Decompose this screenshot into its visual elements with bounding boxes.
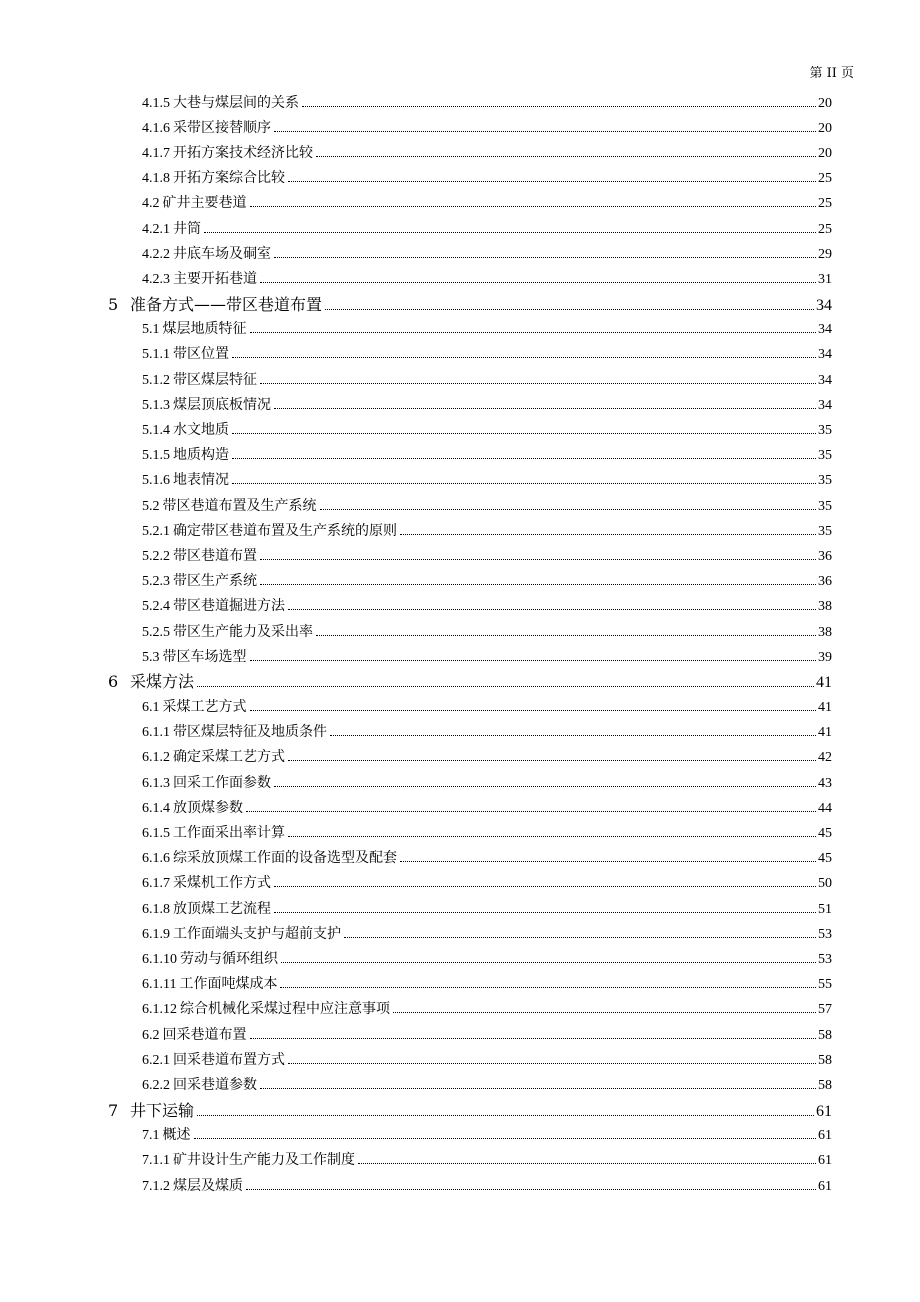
toc-entry-number: 5.2.5	[142, 624, 170, 640]
toc-entry-title: 带区煤层特征及地质条件	[173, 724, 327, 741]
toc-entry-number: 6.2.1	[142, 1052, 170, 1068]
toc-entry-number: 5.2	[142, 498, 160, 514]
toc-dot-leader	[246, 811, 816, 812]
page-number: 第 II 页	[809, 66, 854, 81]
toc-entry-page: 35	[818, 523, 832, 539]
toc-entry-title: 煤层顶底板情况	[173, 396, 271, 413]
toc-dot-leader	[250, 710, 817, 711]
toc-dot-leader	[320, 509, 817, 510]
toc-entry[interactable]	[0, 895, 920, 920]
toc-dot-leader	[288, 609, 816, 610]
table-of-contents	[0, 89, 920, 1197]
toc-entry-title: 煤层及煤质	[173, 1177, 243, 1194]
toc-entry[interactable]	[0, 416, 920, 441]
toc-entry-title: 带区巷道布置及生产系统	[162, 497, 317, 514]
toc-entry-title: 带区生产能力及采出率	[173, 623, 313, 640]
toc-entry-page: 38	[818, 624, 832, 640]
toc-entry-title: 劳动与循环组织	[180, 950, 278, 967]
toc-dot-leader	[288, 760, 816, 761]
toc-entry-title: 综合机械化采煤过程中应注意事项	[180, 1001, 390, 1018]
toc-entry-number: 6.1.9	[142, 926, 170, 942]
toc-entry-page: 58	[818, 1027, 832, 1043]
toc-entry-number: 5.2.4	[142, 599, 170, 615]
toc-entry[interactable]	[0, 89, 920, 114]
toc-dot-leader	[400, 861, 816, 862]
toc-entry-number: 6.2	[142, 1027, 160, 1043]
toc-dot-leader	[358, 1163, 816, 1164]
toc-entry-number: 6.1.11	[142, 977, 177, 993]
toc-entry-page: 20	[818, 120, 832, 136]
toc-entry-page: 57	[818, 1002, 832, 1018]
toc-dot-leader	[260, 383, 816, 384]
toc-entry[interactable]	[0, 845, 920, 870]
toc-entry[interactable]	[0, 492, 920, 517]
toc-entry-number: 4.2	[142, 196, 160, 212]
toc-entry[interactable]	[0, 265, 920, 290]
toc-entry-page: 35	[818, 448, 832, 464]
toc-entry-page: 50	[818, 876, 832, 892]
toc-entry-title: 地表情况	[173, 472, 229, 489]
toc-entry-title: 确定采煤工艺方式	[173, 749, 285, 766]
toc-entry-title: 回采巷道布置	[162, 1026, 247, 1043]
toc-entry-title: 采煤机工作方式	[173, 875, 271, 892]
toc-entry-title: 水文地质	[173, 422, 229, 439]
toc-entry-title: 开拓方案技术经济比较	[173, 144, 313, 161]
toc-dot-leader	[250, 206, 817, 207]
toc-entry-number: 5.2.2	[142, 548, 170, 564]
toc-dot-leader	[250, 660, 817, 661]
toc-entry-title: 井底车场及硐室	[173, 245, 271, 262]
toc-entry-page: 61	[818, 1153, 832, 1169]
toc-entry-title: 带区巷道布置	[173, 547, 257, 564]
toc-entry[interactable]	[0, 215, 920, 240]
toc-entry-title: 井筒	[173, 220, 201, 237]
toc-dot-leader	[260, 584, 816, 585]
toc-entry-page: 36	[818, 574, 832, 590]
toc-entry[interactable]	[0, 542, 920, 567]
toc-entry[interactable]	[0, 1071, 920, 1096]
toc-entry-page: 41	[818, 725, 832, 741]
toc-dot-leader	[400, 534, 816, 535]
toc-entry-title: 确定带区巷道布置及生产系统的原则	[173, 522, 397, 539]
toc-dot-leader	[274, 257, 816, 258]
toc-entry-number: 5.1.4	[142, 423, 170, 439]
toc-entry-number: 6.1.3	[142, 775, 170, 791]
toc-entry-number: 7.1	[142, 1128, 160, 1144]
toc-entry[interactable]	[0, 165, 920, 190]
toc-dot-leader	[288, 1063, 816, 1064]
toc-entry-number: 4.1.6	[142, 120, 170, 136]
toc-entry-page: 45	[818, 826, 832, 842]
toc-entry-title: 放顶煤工艺流程	[173, 900, 271, 917]
toc-entry-page: 35	[818, 498, 832, 514]
toc-entry-page: 58	[818, 1052, 832, 1068]
toc-entry-title: 回采巷道参数	[173, 1076, 257, 1093]
toc-dot-leader	[302, 106, 816, 107]
toc-entry-page: 45	[818, 851, 832, 867]
toc-entry-page: 61	[818, 1128, 832, 1144]
toc-entry-page: 25	[818, 171, 832, 187]
toc-entry[interactable]	[0, 1097, 920, 1122]
toc-entry-number: 6.1.1	[142, 725, 170, 741]
toc-entry-number: 6.1.10	[142, 951, 177, 967]
toc-entry[interactable]	[0, 1172, 920, 1197]
toc-dot-leader	[194, 1138, 817, 1139]
toc-dot-leader	[274, 786, 816, 787]
toc-entry[interactable]	[0, 618, 920, 643]
toc-dot-leader	[232, 357, 816, 358]
toc-entry-page: 55	[818, 977, 832, 993]
toc-entry-page: 53	[818, 926, 832, 942]
toc-entry[interactable]	[0, 870, 920, 895]
toc-entry-title: 开拓方案综合比较	[173, 170, 285, 187]
toc-entry-number: 5.1.1	[142, 347, 170, 363]
toc-entry-title: 带区车场选型	[162, 648, 247, 665]
toc-entry-title: 工作面吨煤成本	[179, 976, 278, 993]
toc-dot-leader	[280, 987, 816, 988]
toc-entry-page: 39	[818, 649, 832, 665]
toc-dot-leader	[250, 1038, 817, 1039]
toc-entry-title: 带区煤层特征	[173, 371, 257, 388]
toc-entry-title: 煤层地质特征	[162, 321, 247, 338]
toc-entry-title: 工作面采出率计算	[173, 825, 285, 842]
toc-entry-number: 4.2.2	[142, 246, 170, 262]
toc-entry-number: 7.1.2	[142, 1178, 170, 1194]
toc-entry[interactable]	[0, 593, 920, 618]
toc-entry[interactable]	[0, 744, 920, 769]
toc-entry-page: 34	[818, 372, 832, 388]
toc-dot-leader	[281, 962, 816, 963]
toc-entry[interactable]	[0, 945, 920, 970]
toc-entry-title: 采煤工艺方式	[162, 699, 247, 716]
toc-entry-page: 38	[818, 599, 832, 615]
toc-entry-number: 4.1.7	[142, 145, 170, 161]
toc-dot-leader	[232, 433, 816, 434]
toc-entry-number: 7	[108, 1100, 119, 1120]
toc-entry-page: 51	[818, 901, 832, 917]
toc-entry-title: 采带区接替顺序	[173, 119, 271, 136]
toc-entry-page: 25	[818, 196, 832, 212]
toc-entry[interactable]	[0, 719, 920, 744]
toc-entry[interactable]	[0, 668, 920, 693]
toc-entry-title: 工作面端头支护与超前支护	[173, 925, 341, 942]
toc-entry-page: 41	[818, 700, 832, 716]
toc-dot-leader	[288, 181, 816, 182]
toc-dot-leader	[197, 1115, 814, 1116]
toc-entry[interactable]	[0, 1147, 920, 1172]
toc-entry[interactable]	[0, 442, 920, 467]
toc-entry-title: 井下运输	[130, 1100, 195, 1120]
toc-entry-title: 放顶煤参数	[173, 799, 243, 816]
toc-dot-leader	[325, 309, 814, 310]
toc-dot-leader	[232, 483, 816, 484]
toc-entry-page: 34	[818, 397, 832, 413]
toc-entry-page: 42	[818, 750, 832, 766]
toc-entry[interactable]	[0, 1046, 920, 1071]
toc-entry[interactable]	[0, 291, 920, 316]
toc-entry-title: 概述	[162, 1127, 191, 1144]
toc-entry-number: 6.1.12	[142, 1002, 177, 1018]
toc-dot-leader	[246, 1189, 816, 1190]
toc-dot-leader	[288, 836, 816, 837]
toc-entry-title: 回采工作面参数	[173, 774, 271, 791]
toc-entry-page: 20	[818, 95, 832, 111]
toc-entry-number: 5.1.5	[142, 448, 170, 464]
toc-entry[interactable]	[0, 139, 920, 164]
toc-entry-number: 5.2.3	[142, 574, 170, 590]
toc-dot-leader	[274, 886, 816, 887]
toc-entry-page: 58	[818, 1077, 832, 1093]
toc-entry-page: 29	[818, 246, 832, 262]
toc-entry[interactable]	[0, 341, 920, 366]
toc-entry[interactable]	[0, 643, 920, 668]
toc-entry-number: 5.1	[142, 322, 160, 338]
toc-dot-leader	[330, 735, 816, 736]
toc-entry-number: 6.1.7	[142, 876, 170, 892]
toc-dot-leader	[393, 1012, 816, 1013]
toc-dot-leader	[344, 937, 816, 938]
toc-entry[interactable]	[0, 568, 920, 593]
toc-dot-leader	[250, 332, 817, 333]
toc-entry-number: 5.3	[142, 649, 160, 665]
toc-dot-leader	[316, 156, 816, 157]
toc-entry-page: 35	[818, 473, 832, 489]
toc-entry-number: 6.1	[142, 700, 160, 716]
toc-entry[interactable]	[0, 1021, 920, 1046]
toc-entry-number: 6.1.4	[142, 800, 170, 816]
toc-entry-page: 44	[818, 800, 832, 816]
toc-dot-leader	[260, 282, 816, 283]
toc-entry-title: 带区巷道掘进方法	[173, 598, 285, 615]
toc-dot-leader	[232, 458, 816, 459]
toc-entry-number: 4.2.3	[142, 271, 170, 287]
toc-entry-title: 主要开拓巷道	[173, 270, 257, 287]
toc-entry-number: 5.1.2	[142, 372, 170, 388]
toc-entry[interactable]	[0, 694, 920, 719]
toc-entry-title: 大巷与煤层间的关系	[173, 94, 299, 111]
toc-entry-page: 43	[818, 775, 832, 791]
toc-entry-number: 7.1.1	[142, 1153, 170, 1169]
toc-dot-leader	[316, 635, 816, 636]
toc-dot-leader	[197, 686, 814, 687]
toc-entry-number: 4.1.5	[142, 95, 170, 111]
toc-entry-page: 34	[816, 296, 832, 314]
toc-dot-leader	[260, 1088, 816, 1089]
toc-entry[interactable]	[0, 366, 920, 391]
toc-entry-page: 61	[818, 1178, 832, 1194]
toc-entry-page: 20	[818, 145, 832, 161]
toc-entry-page: 53	[818, 951, 832, 967]
toc-entry-page: 31	[818, 271, 832, 287]
toc-entry[interactable]	[0, 190, 920, 215]
toc-entry[interactable]	[0, 769, 920, 794]
toc-dot-leader	[260, 559, 816, 560]
toc-entry[interactable]	[0, 920, 920, 945]
toc-entry[interactable]	[0, 467, 920, 492]
toc-dot-leader	[274, 131, 816, 132]
toc-dot-leader	[274, 912, 816, 913]
toc-entry-title: 综采放顶煤工作面的设备选型及配套	[173, 850, 397, 867]
toc-entry-number: 5.2.1	[142, 523, 170, 539]
toc-entry[interactable]	[0, 517, 920, 542]
toc-entry[interactable]	[0, 971, 920, 996]
toc-entry[interactable]	[0, 996, 920, 1021]
toc-entry-title: 矿井主要巷道	[162, 195, 247, 212]
toc-entry-title: 回采巷道布置方式	[173, 1051, 285, 1068]
toc-entry-number: 6.1.8	[142, 901, 170, 917]
toc-entry-page: 35	[818, 423, 832, 439]
toc-entry-title: 带区生产系统	[173, 573, 257, 590]
toc-dot-leader	[204, 232, 816, 233]
toc-entry-page: 41	[816, 674, 832, 692]
toc-entry[interactable]	[0, 114, 920, 139]
toc-entry[interactable]	[0, 819, 920, 844]
toc-entry-number: 6.1.5	[142, 826, 170, 842]
toc-entry-number: 6	[108, 672, 119, 692]
toc-entry-number: 5.1.6	[142, 473, 170, 489]
toc-entry-title: 准备方式——带区巷道布置	[130, 294, 323, 314]
toc-entry-title: 地质构造	[173, 447, 229, 464]
toc-entry-title: 带区位置	[173, 346, 229, 363]
toc-entry[interactable]	[0, 794, 920, 819]
toc-entry-page: 34	[818, 322, 832, 338]
toc-entry[interactable]	[0, 391, 920, 416]
toc-entry-title: 采煤方法	[130, 672, 195, 692]
toc-entry-number: 4.1.8	[142, 171, 170, 187]
toc-entry-title: 矿井设计生产能力及工作制度	[173, 1152, 355, 1169]
toc-dot-leader	[274, 408, 816, 409]
toc-entry-number: 4.2.1	[142, 221, 170, 237]
toc-entry-page: 34	[818, 347, 832, 363]
toc-entry-number: 6.1.2	[142, 750, 170, 766]
toc-entry-number: 6.1.6	[142, 851, 170, 867]
toc-entry-page: 61	[816, 1102, 832, 1120]
toc-entry[interactable]	[0, 240, 920, 265]
toc-entry-number: 5.1.3	[142, 397, 170, 413]
toc-entry[interactable]	[0, 316, 920, 341]
toc-entry-number: 5	[108, 294, 119, 314]
toc-entry-page: 25	[818, 221, 832, 237]
toc-entry[interactable]	[0, 1122, 920, 1147]
toc-entry-number: 6.2.2	[142, 1077, 170, 1093]
toc-entry-page: 36	[818, 548, 832, 564]
